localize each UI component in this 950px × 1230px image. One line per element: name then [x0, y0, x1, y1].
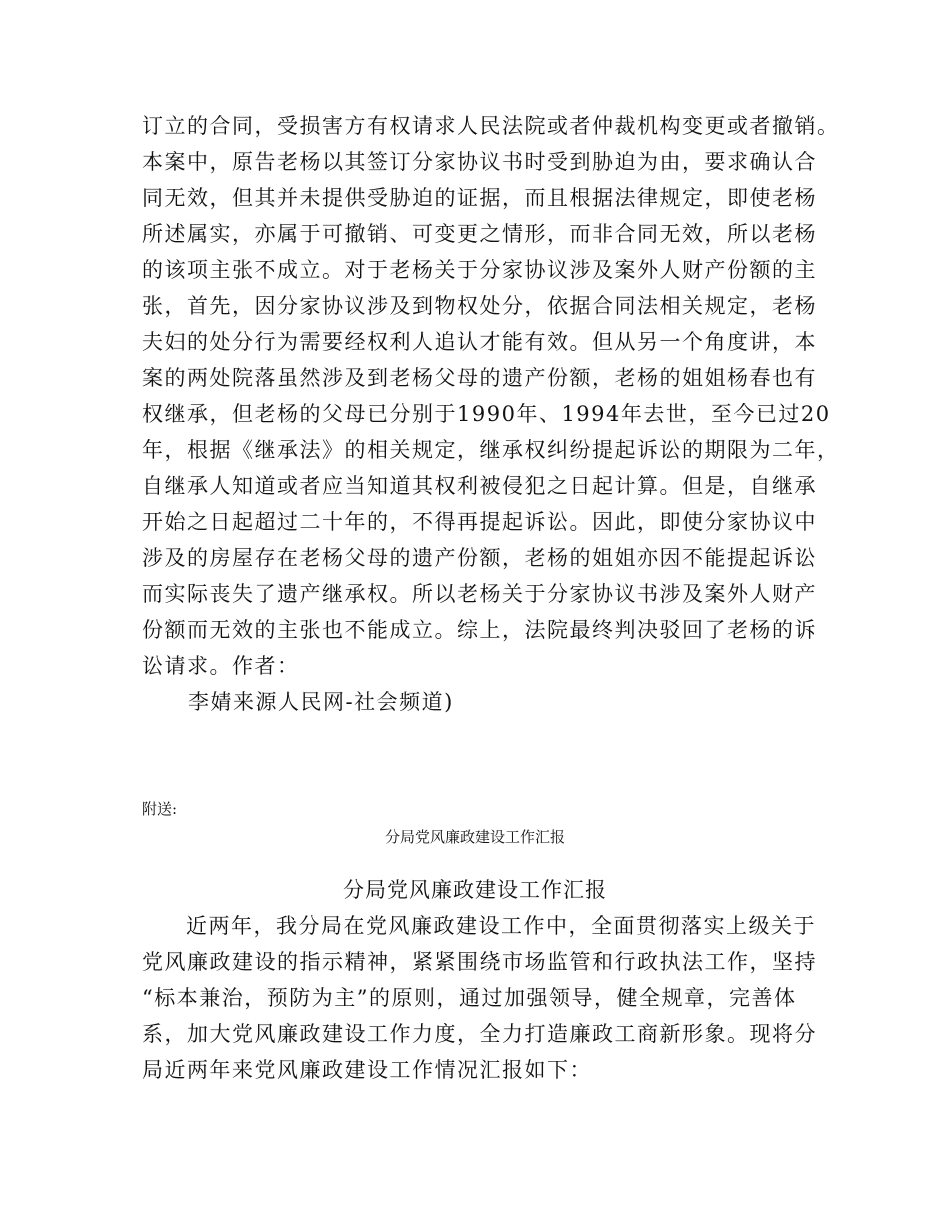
case-text-line: 而实际丧失了遗产继承权。所以老杨关于分家协议书涉及案外人财产: [142, 582, 817, 606]
case-text-line: 权继承，但老杨的父母已分别于1990年、1994年去世，至今已过20: [142, 402, 831, 426]
case-text-line: 案的两处院落虽然涉及到老杨父母的遗产份额，老杨的姐姐杨春也有: [142, 366, 817, 390]
case-text-line: 夫妇的处分行为需要经权利人追认才能有效。但从另一个角度讲，本: [142, 330, 817, 354]
appendix-small-title: 分局党风廉政建设工作汇报: [384, 828, 565, 846]
report-line: “标本兼治，预防为主”的原则，通过加强领导，健全规章，完善体: [142, 986, 797, 1010]
report-line: 局近两年来党风廉政建设工作情况汇报如下：: [142, 1058, 592, 1082]
case-text-line: 的该项主张不成立。对于老杨关于分家协议涉及案外人财产份额的主: [142, 258, 817, 282]
source-attribution: 李婧来源人民网-社会频道): [188, 690, 454, 714]
case-text-line: 订立的合同，受损害方有权请求人民法院或者仲裁机构变更或者撤销。: [142, 114, 840, 138]
case-text-line: 张，首先，因分家协议涉及到物权处分，依据合同法相关规定，老杨: [142, 294, 817, 318]
case-text-line: 讼请求。作者：: [142, 654, 300, 678]
report-line: 党风廉政建设的指示精神，紧紧围绕市场监管和行政执法工作，坚持: [142, 950, 817, 974]
case-text-line: 本案中，原告老杨以其签订分家协议书时受到胁迫为由，要求确认合: [142, 150, 817, 174]
report-line: 近两年，我分局在党风廉政建设工作中，全面贯彻落实上级关于: [186, 914, 816, 938]
report-title: 分局党风廉政建设工作汇报: [343, 878, 607, 902]
appendix-label: 附送:: [142, 800, 178, 818]
case-text-line: 涉及的房屋存在老杨父母的遗产份额，老杨的姐姐亦因不能提起诉讼: [142, 546, 817, 570]
case-text-line: 开始之日起超过二十年的，不得再提起诉讼。因此，即使分家协议中: [142, 510, 817, 534]
case-text-line: 年，根据《继承法》的相关规定，继承权纠纷提起诉讼的期限为二年，: [142, 438, 840, 462]
case-text-line: 所述属实，亦属于可撤销、可变更之情形，而非合同无效，所以老杨: [142, 222, 817, 246]
case-text-line: 份额而无效的主张也不能成立。综上，法院最终判决驳回了老杨的诉: [142, 618, 817, 642]
case-text-line: 自继承人知道或者应当知道其权利被侵犯之日起计算。但是，自继承: [142, 474, 817, 498]
report-line: 系，加大党风廉政建设工作力度，全力打造廉政工商新形象。现将分: [142, 1022, 817, 1046]
case-text-line: 同无效，但其并未提供受胁迫的证据，而且根据法律规定，即使老杨: [142, 186, 817, 210]
